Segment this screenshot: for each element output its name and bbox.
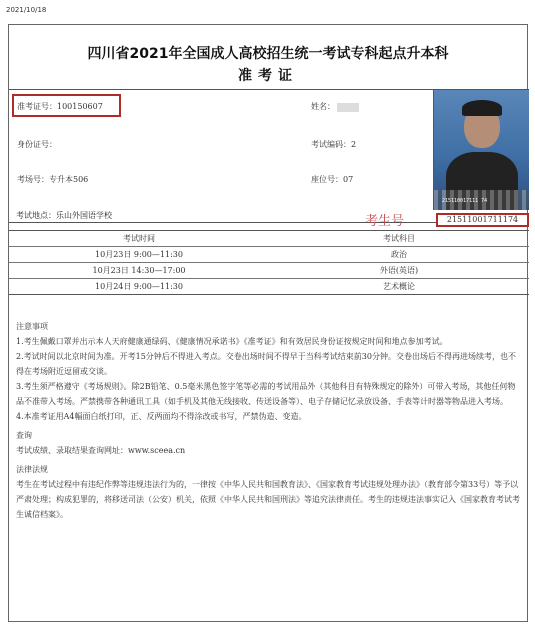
- schedule-time: 10月24日 9:00—11:30: [9, 279, 269, 295]
- law-text: 考生在考试过程中有违纪作弊等违规违法行为的，一律按《中华人民共和国教育法》、《国家教育考试违规处理办法》（教育部令第33号）等予以严肃处理；构成犯罪的，将移送司法（公安）机关，依照《中华人民共和国刑法》等追究法律责任。考生的违规违法事实记入《国家教育考试考生诚信档案》。: [16, 480, 520, 519]
- notice-item: 3.考生须严格遵守《考场规则》。除2B铅笔、0.5毫米黑色签字笔等必需的考试用品外（其他科目有特殊规定的除外）可带入考场，其他任何物品不准带入考场。严禁携带各种通讯工具（如手机及其他无线接收、传送设备等）、电子存储记忆录放设备、手表等计时器等物品进入考场。: [16, 382, 516, 406]
- notice-item: 4.本准考证用A4幅面白纸打印，正、反两面均不得涂改或书写，严禁伪造、变造。: [16, 412, 307, 421]
- query-heading: 查询: [16, 431, 32, 440]
- schedule-time: 10月23日 14:30—17:00: [9, 263, 269, 279]
- ticket-subtitle: 准考证: [238, 68, 298, 84]
- admission-ticket: [8, 24, 528, 622]
- seat-number: 座位号：07: [311, 175, 354, 184]
- schedule-header-time: 考试时间: [9, 231, 269, 247]
- ticket-number: 准考证号：100150607: [17, 102, 103, 111]
- exam-number: 21511001711174: [436, 213, 529, 227]
- name-label: 姓名：: [311, 102, 335, 111]
- schedule-row: [9, 247, 529, 263]
- query-text: 考试成绩、录取结果查询网址：www.sceea.cn: [16, 446, 186, 455]
- id-number: 身份证号：: [17, 140, 57, 149]
- name-redaction: [337, 103, 359, 112]
- exam-schedule: [9, 230, 529, 295]
- schedule-time: 10月23日 9:00—11:30: [9, 247, 269, 263]
- candidate-name: [311, 101, 359, 112]
- photo-caption: 215110017111 74: [442, 198, 488, 204]
- schedule-subject: 艺术概论: [269, 279, 529, 295]
- exam-number-label: 考生号: [365, 214, 405, 229]
- law-heading: 法律法规: [16, 465, 48, 474]
- notice-item: 2.考试时间以北京时间为准。开考15分钟后不得进入考点。交卷出场时间不得早于当科考试结束前30分钟。交卷出场后不得再进场续考，也不得在考场附近逗留或交谈。: [16, 352, 516, 376]
- schedule-header: [9, 231, 529, 247]
- schedule-row: [9, 263, 529, 279]
- notice-item: 1.考生佩戴口罩并出示本人天府健康通绿码、《健康情况承诺书》《准考证》和有效居民身份证按规定时间和地点参加考试。: [16, 337, 448, 346]
- schedule-subject: 外语(英语): [269, 263, 529, 279]
- candidate-photo: [433, 90, 529, 210]
- schedule-row: [9, 279, 529, 295]
- exam-room: 考场号：专升本506: [17, 175, 89, 184]
- notice-heading: 注意事项: [16, 322, 48, 331]
- ticket-title: 四川省2021年全国成人高校招生统一考试专科起点升本科: [87, 46, 449, 62]
- date-stamp: 2021/10/18: [6, 6, 47, 14]
- exam-site: 考试地点：乐山外国语学校: [16, 211, 112, 220]
- notice-section: [16, 319, 521, 522]
- schedule-header-subject: 考试科目: [269, 231, 529, 247]
- schedule-subject: 政治: [269, 247, 529, 263]
- exam-code: 考试编码：2: [311, 140, 357, 149]
- candidate-info: [9, 89, 529, 223]
